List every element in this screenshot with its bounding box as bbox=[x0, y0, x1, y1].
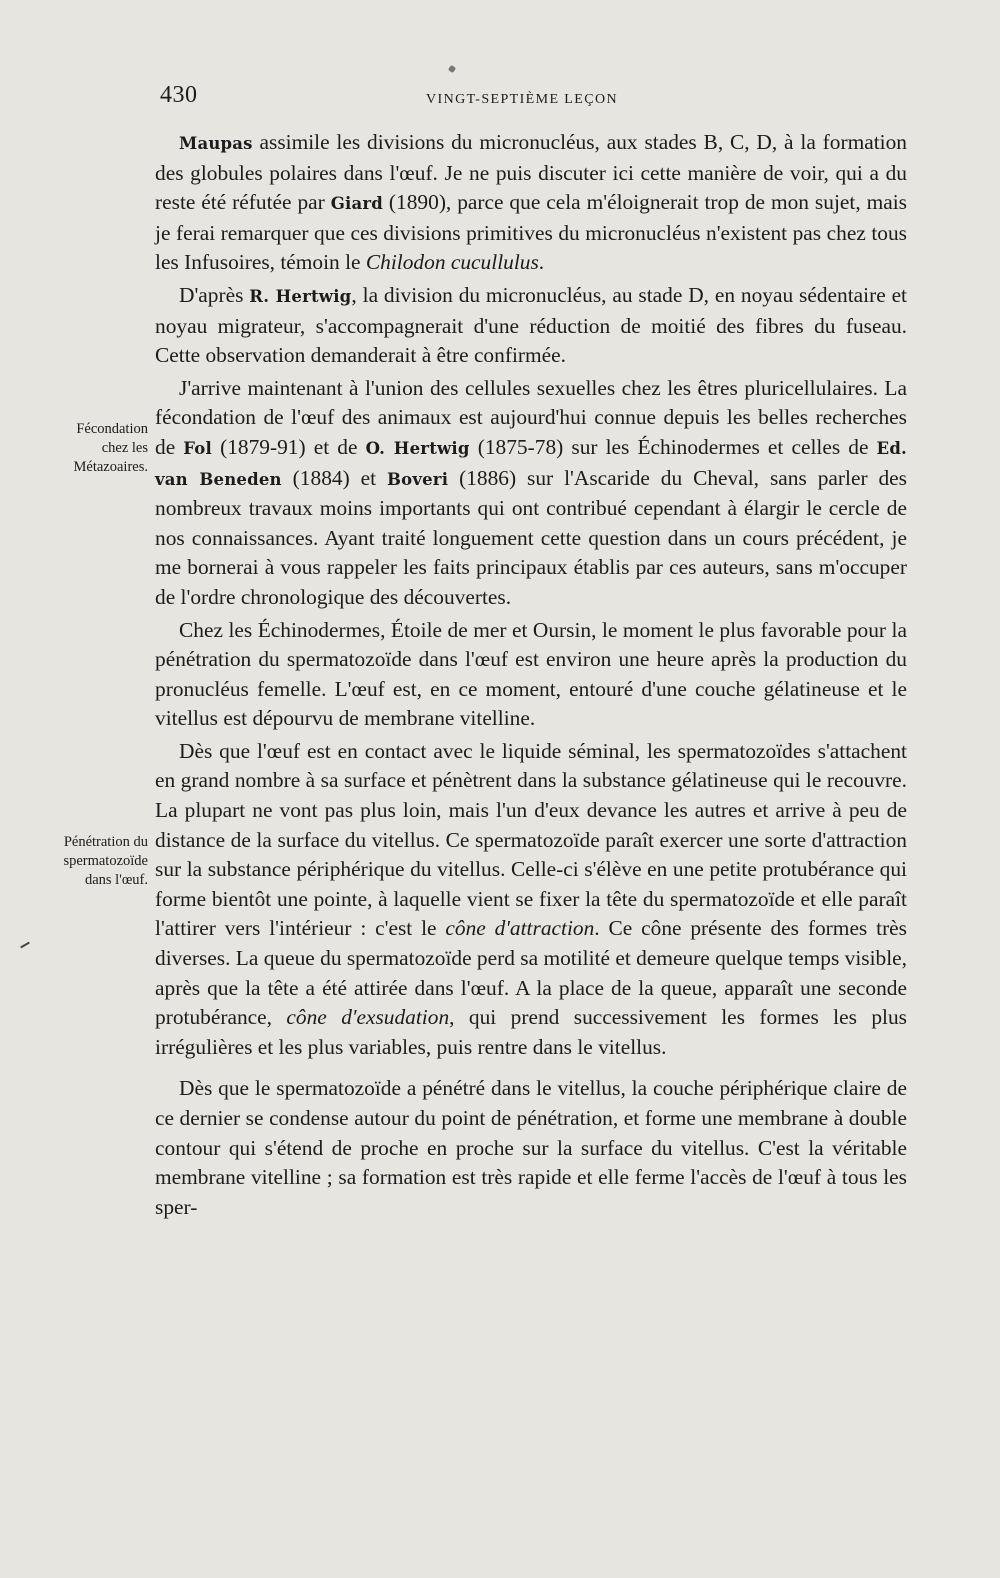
paragraph-text: (1884) et bbox=[281, 465, 387, 490]
author-name: Ed. van Beneden bbox=[155, 438, 908, 489]
margin-note-line: Pénétration du bbox=[63, 834, 148, 850]
paragraph-hertwig bbox=[155, 281, 907, 371]
margin-note-line: Fécondation bbox=[76, 421, 148, 437]
paragraph-text: D'après bbox=[179, 282, 250, 307]
paragraph-text: . Ce cône présente des formes très diverses. La queue du spermatozoïde perd sa motilité et demeure quelque temps visible, après que la tête a été attirée dans l'œuf. A la place de la queue, apparaît une seconde protubérance, bbox=[155, 916, 908, 1030]
paragraph-membrane bbox=[155, 1074, 907, 1222]
page-number: 430 bbox=[160, 82, 198, 108]
author-name: Maupas bbox=[179, 134, 253, 153]
page-header bbox=[160, 82, 908, 118]
paragraph-fecondation bbox=[155, 374, 907, 613]
author-name: Boveri bbox=[386, 469, 449, 489]
paragraph-text: , qui prend successivement les formes les plus irrégulières et les plus variables, puis rentre dans le vitellus. bbox=[155, 1005, 907, 1059]
paragraph-text: Dès que le spermatozoïde a pénétré dans le vitellus, la couche périphérique claire de ce dernier se condense autour du point de pénétration, et forme une membrane à double contour qui s'étend de proche en proche sur la surface du vitellus. C'est la véritable membrane vitelline ; sa formation est très rapide et elle ferme l'accès de l'œuf à tous les sper- bbox=[155, 1076, 907, 1219]
paragraph-echinodermes bbox=[155, 616, 907, 734]
author-name: R. Hertwig bbox=[249, 286, 352, 306]
margin-note-line: Métazoaires. bbox=[73, 459, 148, 475]
ink-speck bbox=[448, 65, 456, 73]
paragraph-penetration bbox=[155, 737, 907, 1063]
term-italic: cône d'exsudation bbox=[286, 1005, 450, 1030]
margin-note-penetration bbox=[30, 833, 148, 890]
species-name: Chilodon cucullulus bbox=[365, 250, 539, 275]
author-name: O. Hertwig bbox=[365, 438, 470, 458]
running-title: VINGT-SEPTIÈME LEÇON bbox=[426, 92, 618, 107]
paragraph-text: Chez les Échinodermes, Étoile de mer et Oursin, le moment le plus favorable pour la pénétration du spermatozoïde dans l'œuf est environ une heure après la production du pronucléus femelle. L'œuf est, en ce moment, entouré d'une couche gélatineuse et le vitellus est dépourvu de membrane vitelline. bbox=[155, 617, 907, 731]
paragraph-text: (1879-91) et de bbox=[211, 434, 366, 459]
author-name: Fol bbox=[183, 438, 212, 458]
margin-note-fecondation bbox=[30, 420, 148, 477]
paragraph-text: (1886) sur l'Ascaride du Cheval, sans parler des nombreux travaux moins importants qui ont contribué cependant à élargir le cercle de nos connaissances. Ayant traité longuement cette question dans un cours précédent, je me bornerai à vous rappeler les faits principaux établis par ces auteurs, sans m'occuper de l'ordre chronologique des découvertes. bbox=[155, 465, 907, 609]
paragraph-text: assimile les divisions du micronucléus, aux stades B, C, D, à la formation des globules polaires dans l'œuf. Je ne puis discuter ici cette manière de voir, qui a du reste été réfutée par bbox=[155, 130, 907, 215]
body-text bbox=[155, 128, 907, 1222]
paragraph-text: . bbox=[538, 250, 545, 275]
paragraph-text: (1890), parce que cela m'éloignerait trop de mon sujet, mais je ferai remarquer que ces divisions primitives du micronucléus n'existent pas chez tous les Infusoires, témoin le bbox=[155, 190, 907, 275]
margin-note-line: dans l'œuf. bbox=[84, 872, 148, 888]
paragraph-text: , la division du micronucléus, au stade D, en noyau sédentaire et noyau migrateur, s'accompagnerait d'une réduction de moitié des fibres du fuseau. Cette observation demanderait à être confirmée. bbox=[155, 282, 908, 368]
paragraph-text: (1875-78) sur les Échinodermes et celles de bbox=[469, 434, 877, 459]
paragraph-text: J'arrive maintenant à l'union des cellules sexuelles chez les êtres pluricellulaires. La fécondation de l'œuf des animaux est aujourd'hui connue depuis les belles recherches de bbox=[155, 375, 907, 459]
paragraph-text: Dès que l'œuf est en contact avec le liquide séminal, les spermatozoïdes s'attachent en grand nombre à sa surface et pénètrent dans la substance gélatineuse qui le recouvre. La plupart ne vont pas plus loin, mais l'un d'eux devance les autres et arrive à peu de distance de la surface du vitellus. Ce spermatozoïde paraît exercer une sorte d'attraction sur la substance périphérique du vitellus. Celle-ci s'élève en une petite protubérance qui forme bientôt une pointe, à laquelle vient se fixer la tête du spermatozoïde et elle paraît l'attirer vers l'intérieur : c'est le bbox=[155, 738, 907, 941]
pencil-mark bbox=[20, 942, 30, 949]
margin-note-line: chez les bbox=[101, 440, 148, 456]
margin-note-line: spermatozoïde bbox=[63, 853, 148, 869]
term-italic: cône d'attraction bbox=[445, 916, 595, 941]
paragraph-maupas bbox=[155, 128, 907, 278]
author-name: Giard bbox=[330, 194, 383, 214]
